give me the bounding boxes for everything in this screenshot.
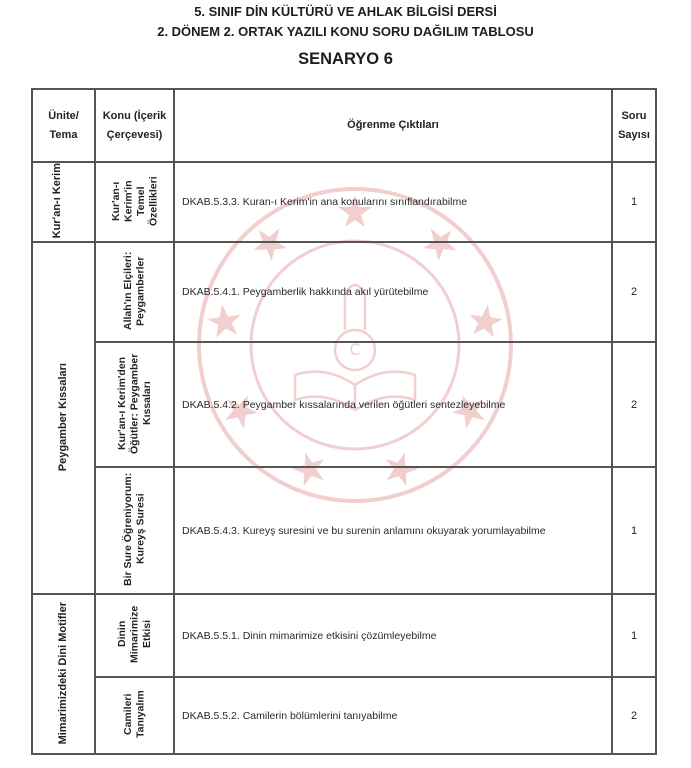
topic-label: Dinin Mimarimize Etkisi [115,605,153,663]
topic-cell [95,242,174,342]
topic-label: Camileri Tanıyalım [122,690,147,739]
topic-label: Kur'an-ı Kerim'in Temel Özellikleri [109,175,159,226]
topic-cell [95,594,174,677]
unit-label: Peygamber Kıssaları [57,362,70,471]
unit-label: Kur'an-ı Kerim [50,163,63,239]
table-row [32,242,656,342]
unit-label: Mimarimizdeki Dini Motifler [57,601,70,745]
question-count-cell: 1 [612,594,656,677]
topic-cell [95,467,174,594]
svg-text:C: C [349,340,361,359]
table-row [32,162,656,242]
question-count-cell: 2 [612,242,656,342]
header-question-count: Soru Sayısı [612,89,656,162]
question-count-cell: 1 [612,467,656,594]
question-count-cell: 1 [612,162,656,242]
outcome-cell: DKAB.5.4.2. Peygamber kıssalarında verilen öğütleri sentezleyebilme [174,342,612,467]
header-unit: Ünite/ Tema [32,89,95,162]
header-outcomes: Öğrenme Çıktıları [174,89,612,162]
outcome-cell: DKAB.5.5.1. Dinin mimarimize etkisini çözümleyebilme [174,594,612,677]
unit-cell [32,594,95,754]
outcome-cell: DKAB.5.5.2. Camilerin bölümlerini tanıyabilme [174,677,612,754]
question-distribution-table [31,88,657,755]
question-count-cell: 2 [612,342,656,467]
header-topic: Konu (İçerik Çerçevesi) [95,89,174,162]
unit-cell [32,242,95,594]
unit-cell [32,162,95,242]
topic-cell [95,677,174,754]
table-row [32,677,656,754]
document-subtitle: 2. DÖNEM 2. ORTAK YAZILI KONU SORU DAĞILIM TABLOSU [157,24,534,39]
scenario-title: SENARYO 6 [298,50,393,68]
table-row [32,594,656,677]
topic-label: Bir Sure Öğreniyorum: Kureyş Suresi [122,472,147,586]
document-title: 5. SINIF DİN KÜLTÜRÜ VE AHLAK BİLGİSİ DERSİ [194,4,497,19]
table-row [32,342,656,467]
topic-label: Kur'an-ı Kerim'den Öğütler: Peygamber Kıssaları [115,353,153,454]
question-count-cell: 2 [612,677,656,754]
outcome-cell: DKAB.5.3.3. Kuran-ı Kerim'in ana konularını sınıflandırabilme [174,162,612,242]
outcome-cell: DKAB.5.4.1. Peygamberlik hakkında akıl yürütebilme [174,242,612,342]
topic-label: Allah'ın Elçileri: Peygamberler [122,251,147,331]
outcome-cell: DKAB.5.4.3. Kureyş suresini ve bu surenin anlamını okuyarak yorumlayabilme [174,467,612,594]
topic-cell [95,162,174,242]
table-row [32,467,656,594]
topic-cell [95,342,174,467]
table-header-row [32,89,656,162]
